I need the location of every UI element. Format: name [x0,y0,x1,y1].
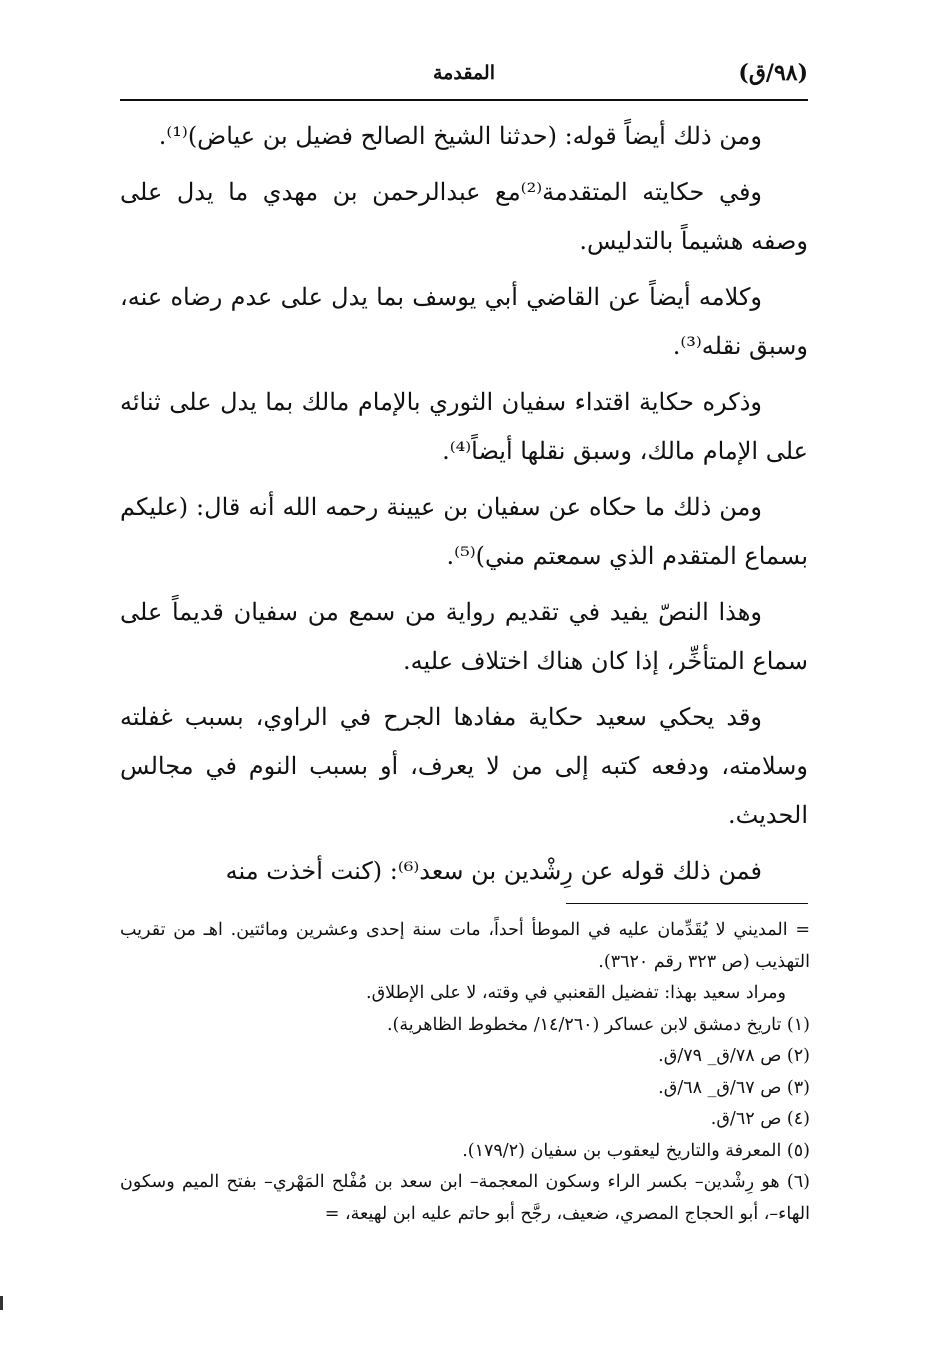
footnote-continuation-note: ومراد سعيد بهذا: تفضيل القعنبي في وقته، لا على الإطلاق. [366,983,786,1003]
paragraph: ومن ذلك ما حكاه عن سفيان بن عيينة رحمه الله أنه قال: (عليكم بسماع المتقدم الذي سمعتم مني)⁽⁵⁾. [120,493,808,570]
paragraph: فمن ذلك قوله عن رِشْدين بن سعد⁽⁶⁾: (كنت أخذت منه [225,857,762,885]
page-header [120,60,808,96]
running-title: المقدمة [432,62,495,84]
main-text [120,112,808,903]
paragraph: وقد يحكي سعيد حكاية مفادها الجرح في الراوي، بسبب غفلته وسلامته، ودفعه كتبه إلى من لا يعرف، أو بسبب النوم في مجالس الحديث. [120,703,808,829]
paragraph: ومن ذلك أيضاً قوله: (حدثنا الشيخ الصالح فضيل بن عياض)⁽¹⁾. [158,122,762,150]
scan-edge-mark [0,1296,3,1310]
footnote-item: (١) تاريخ دمشق لابن عساكر (١٤/٢٦٠/ مخطوط الظاهرية). [386,1014,810,1035]
footnote-divider [566,903,808,904]
footnote-item: (٥) المعرفة والتاريخ ليعقوب بن سفيان (١٧٩/٢). [462,1140,810,1161]
footnotes [120,915,810,1230]
footnote-continuation: = المديني لا يُقَدِّمان عليه في الموطأ أحداً، مات سنة إحدى وعشرين ومائتين. اهـ من تقريب التهذيب (ص ٣٢٣ رقم ٣٦٢٠). [120,920,810,972]
header-divider [120,99,808,101]
page-number: (٩٨/ق) [738,60,808,86]
paragraph: وفي حكايته المتقدمة⁽²⁾مع عبدالرحمن بن مهدي ما يدل على وصفه هشيماً بالتدليس. [120,178,808,255]
paragraph: وكلامه أيضاً عن القاضي أبي يوسف بما يدل على عدم رضاه عنه، وسبق نقله⁽³⁾. [120,283,808,360]
paragraph: وهذا النصّ يفيد في تقديم رواية من سمع من سفيان قديماً على سماع المتأخِّر، إذا كان هناك اختلاف عليه. [120,598,808,675]
footnote-item: (٦) هو رِشْدين– بكسر الراء وسكون المعجمة– ابن سعد بن مُفْلح المَهْري– بفتح الميم وسكون الهاء–، أبو الحجاج المصري، ضعيف، رجَّح أبو حاتم عليه ابن لهيعة، = [120,1172,810,1224]
footnote-item: (٤) ص ٦٢/ق. [710,1109,810,1129]
footnote-item: (٢) ص ٧٨/ق_ ٧٩/ق. [658,1046,810,1066]
paragraph: وذكره حكاية اقتداء سفيان الثوري بالإمام مالك بما يدل على ثنائه على الإمام مالك، وسبق نقلها أيضاً⁽⁴⁾. [120,388,808,465]
footnote-item: (٣) ص ٦٧/ق_ ٦٨/ق. [658,1077,810,1098]
